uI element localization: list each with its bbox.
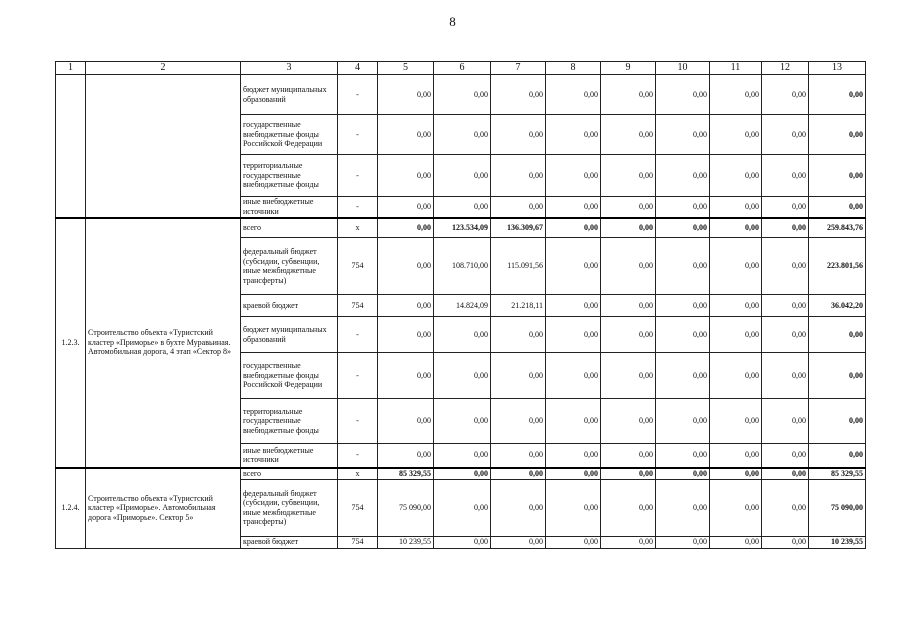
value-cell: 0,00 — [710, 444, 762, 468]
item-number: 1.2.4. — [56, 468, 86, 549]
value-cell: 0,00 — [601, 317, 656, 353]
value-cell: 0,00 — [546, 295, 601, 317]
total-cell: 259.843,76 — [809, 218, 866, 238]
value-cell: 0,00 — [601, 238, 656, 295]
value-cell: 0,00 — [601, 75, 656, 115]
item-number: 1.2.3. — [56, 218, 86, 468]
table-row — [56, 75, 866, 115]
value-cell: 0,00 — [656, 75, 710, 115]
value-cell: 0,00 — [656, 238, 710, 295]
value-cell: 0,00 — [378, 444, 434, 468]
value-cell: 0,00 — [491, 75, 546, 115]
budget-code: - — [338, 353, 378, 399]
budget-code: x — [338, 468, 378, 480]
value-cell: 0,00 — [546, 317, 601, 353]
value-cell: 0,00 — [762, 115, 809, 155]
funding-source: федеральный бюджет (субсидии, субвенции, иные межбюджетные трансферты) — [241, 479, 338, 536]
value-cell: 0,00 — [656, 197, 710, 218]
funding-source: территориальные государственные внебюджетные фонды — [241, 155, 338, 197]
value-cell: 123.534,09 — [434, 218, 491, 238]
value-cell: 0,00 — [601, 444, 656, 468]
value-cell: 0,00 — [434, 115, 491, 155]
value-cell: 0,00 — [762, 444, 809, 468]
value-cell: 0,00 — [656, 218, 710, 238]
value-cell: 0,00 — [434, 479, 491, 536]
value-cell: 0,00 — [491, 399, 546, 444]
funding-source: иные внебюджетные источники — [241, 444, 338, 468]
value-cell: 0,00 — [378, 317, 434, 353]
value-cell: 136.309,67 — [491, 218, 546, 238]
value-cell: 0,00 — [601, 115, 656, 155]
value-cell: 0,00 — [710, 115, 762, 155]
value-cell: 0,00 — [710, 238, 762, 295]
value-cell: 0,00 — [491, 155, 546, 197]
value-cell: 0,00 — [762, 155, 809, 197]
value-cell: 0,00 — [710, 536, 762, 548]
budget-code: - — [338, 399, 378, 444]
value-cell: 0,00 — [656, 295, 710, 317]
value-cell: 0,00 — [601, 399, 656, 444]
value-cell: 0,00 — [710, 353, 762, 399]
total-cell: 0,00 — [809, 444, 866, 468]
value-cell: 0,00 — [434, 155, 491, 197]
total-cell: 0,00 — [809, 75, 866, 115]
value-cell: 0,00 — [491, 444, 546, 468]
total-cell: 75 090,00 — [809, 479, 866, 536]
value-cell: 108.710,00 — [434, 238, 491, 295]
value-cell: 0,00 — [546, 399, 601, 444]
value-cell: 0,00 — [378, 353, 434, 399]
column-header: 1 — [56, 62, 86, 75]
value-cell: 0,00 — [762, 536, 809, 548]
funding-source: всего — [241, 218, 338, 238]
total-cell: 0,00 — [809, 317, 866, 353]
item-name: Строительство объекта «Туристский кластер «Приморье» в бухте Муравьиная. Автомобильная дорога, 4 этап «Сектор 8» — [86, 218, 241, 468]
value-cell: 0,00 — [601, 479, 656, 536]
value-cell: 0,00 — [491, 317, 546, 353]
value-cell: 0,00 — [656, 536, 710, 548]
total-cell: 0,00 — [809, 399, 866, 444]
funding-source: государственные внебюджетные фонды Российской Федерации — [241, 353, 338, 399]
value-cell: 21.218,11 — [491, 295, 546, 317]
funding-source: территориальные государственные внебюджетные фонды — [241, 399, 338, 444]
value-cell: 0,00 — [710, 218, 762, 238]
value-cell: 0,00 — [434, 75, 491, 115]
column-header: 13 — [809, 62, 866, 75]
value-cell: 0,00 — [546, 353, 601, 399]
item-name: Строительство объекта «Туристский кластер «Приморье». Автомобильная дорога «Приморье». Сектор 5» — [86, 468, 241, 549]
value-cell: 0,00 — [491, 536, 546, 548]
value-cell: 0,00 — [434, 468, 491, 480]
value-cell: 0,00 — [434, 444, 491, 468]
value-cell: 0,00 — [656, 317, 710, 353]
value-cell: 0,00 — [656, 468, 710, 480]
value-cell: 0,00 — [710, 197, 762, 218]
value-cell: 0,00 — [434, 399, 491, 444]
budget-code: - — [338, 197, 378, 218]
column-header: 7 — [491, 62, 546, 75]
value-cell: 0,00 — [378, 115, 434, 155]
funding-source: краевой бюджет — [241, 295, 338, 317]
value-cell: 0,00 — [434, 353, 491, 399]
funding-source: государственные внебюджетные фонды Российской Федерации — [241, 115, 338, 155]
total-cell: 0,00 — [809, 197, 866, 218]
budget-code: 754 — [338, 479, 378, 536]
value-cell: 0,00 — [710, 295, 762, 317]
table-row — [56, 218, 866, 238]
value-cell: 0,00 — [762, 353, 809, 399]
funding-source: краевой бюджет — [241, 536, 338, 548]
value-cell: 0,00 — [546, 115, 601, 155]
value-cell: 0,00 — [601, 353, 656, 399]
column-header: 6 — [434, 62, 491, 75]
total-cell: 0,00 — [809, 115, 866, 155]
table-header-row — [56, 62, 866, 75]
value-cell: 0,00 — [601, 155, 656, 197]
value-cell: 0,00 — [378, 197, 434, 218]
budget-code: 754 — [338, 536, 378, 548]
value-cell: 0,00 — [762, 399, 809, 444]
column-header: 8 — [546, 62, 601, 75]
value-cell: 0,00 — [762, 468, 809, 480]
budget-code: - — [338, 115, 378, 155]
funding-source: федеральный бюджет (субсидии, субвенции, иные межбюджетные трансферты) — [241, 238, 338, 295]
value-cell: 0,00 — [710, 155, 762, 197]
value-cell: 0,00 — [762, 295, 809, 317]
value-cell: 0,00 — [601, 295, 656, 317]
value-cell: 0,00 — [762, 75, 809, 115]
value-cell: 0,00 — [491, 197, 546, 218]
total-cell: 0,00 — [809, 353, 866, 399]
value-cell: 0,00 — [601, 218, 656, 238]
budget-table — [55, 61, 866, 549]
budget-code: - — [338, 75, 378, 115]
column-header: 9 — [601, 62, 656, 75]
page-number: 8 — [449, 14, 456, 29]
total-cell: 0,00 — [809, 155, 866, 197]
item-name — [86, 75, 241, 218]
value-cell: 0,00 — [378, 295, 434, 317]
value-cell: 0,00 — [434, 536, 491, 548]
funding-source: иные внебюджетные источники — [241, 197, 338, 218]
value-cell: 0,00 — [710, 317, 762, 353]
value-cell: 0,00 — [378, 399, 434, 444]
value-cell: 0,00 — [491, 479, 546, 536]
value-cell: 0,00 — [546, 75, 601, 115]
column-header: 3 — [241, 62, 338, 75]
value-cell: 0,00 — [710, 75, 762, 115]
value-cell: 0,00 — [434, 317, 491, 353]
value-cell: 0,00 — [656, 479, 710, 536]
value-cell: 0,00 — [656, 444, 710, 468]
budget-code: 754 — [338, 238, 378, 295]
value-cell: 0,00 — [762, 238, 809, 295]
column-header: 10 — [656, 62, 710, 75]
funding-source: всего — [241, 468, 338, 480]
value-cell: 0,00 — [710, 479, 762, 536]
budget-code: - — [338, 444, 378, 468]
item-number — [56, 75, 86, 218]
value-cell: 0,00 — [601, 536, 656, 548]
value-cell: 0,00 — [546, 479, 601, 536]
total-cell: 36.042,20 — [809, 295, 866, 317]
value-cell: 0,00 — [434, 197, 491, 218]
value-cell: 0,00 — [491, 468, 546, 480]
column-header: 2 — [86, 62, 241, 75]
value-cell: 0,00 — [378, 155, 434, 197]
value-cell: 75 090,00 — [378, 479, 434, 536]
funding-source: бюджет муниципальных образований — [241, 317, 338, 353]
value-cell: 0,00 — [378, 238, 434, 295]
value-cell: 0,00 — [710, 468, 762, 480]
value-cell: 0,00 — [656, 155, 710, 197]
budget-code: 754 — [338, 295, 378, 317]
budget-code: x — [338, 218, 378, 238]
value-cell: 0,00 — [546, 218, 601, 238]
funding-source: бюджет муниципальных образований — [241, 75, 338, 115]
value-cell: 0,00 — [762, 218, 809, 238]
column-header: 5 — [378, 62, 434, 75]
column-header: 11 — [710, 62, 762, 75]
value-cell: 14.824,09 — [434, 295, 491, 317]
total-cell: 85 329,55 — [809, 468, 866, 480]
value-cell: 85 329,55 — [378, 468, 434, 480]
value-cell: 0,00 — [491, 353, 546, 399]
value-cell: 0,00 — [762, 317, 809, 353]
value-cell: 0,00 — [762, 197, 809, 218]
value-cell: 0,00 — [546, 155, 601, 197]
total-cell: 10 239,55 — [809, 536, 866, 548]
value-cell: 0,00 — [656, 115, 710, 155]
total-cell: 223.801,56 — [809, 238, 866, 295]
value-cell: 10 239,55 — [378, 536, 434, 548]
value-cell: 0,00 — [546, 444, 601, 468]
budget-code: - — [338, 155, 378, 197]
value-cell: 0,00 — [546, 536, 601, 548]
value-cell: 0,00 — [546, 468, 601, 480]
value-cell: 0,00 — [601, 468, 656, 480]
value-cell: 0,00 — [378, 218, 434, 238]
value-cell: 0,00 — [378, 75, 434, 115]
value-cell: 115.091,56 — [491, 238, 546, 295]
value-cell: 0,00 — [601, 197, 656, 218]
value-cell: 0,00 — [491, 115, 546, 155]
value-cell: 0,00 — [546, 197, 601, 218]
column-header: 4 — [338, 62, 378, 75]
value-cell: 0,00 — [656, 399, 710, 444]
budget-code: - — [338, 317, 378, 353]
value-cell: 0,00 — [656, 353, 710, 399]
value-cell: 0,00 — [710, 399, 762, 444]
table-row — [56, 468, 866, 480]
value-cell: 0,00 — [762, 479, 809, 536]
column-header: 12 — [762, 62, 809, 75]
value-cell: 0,00 — [546, 238, 601, 295]
